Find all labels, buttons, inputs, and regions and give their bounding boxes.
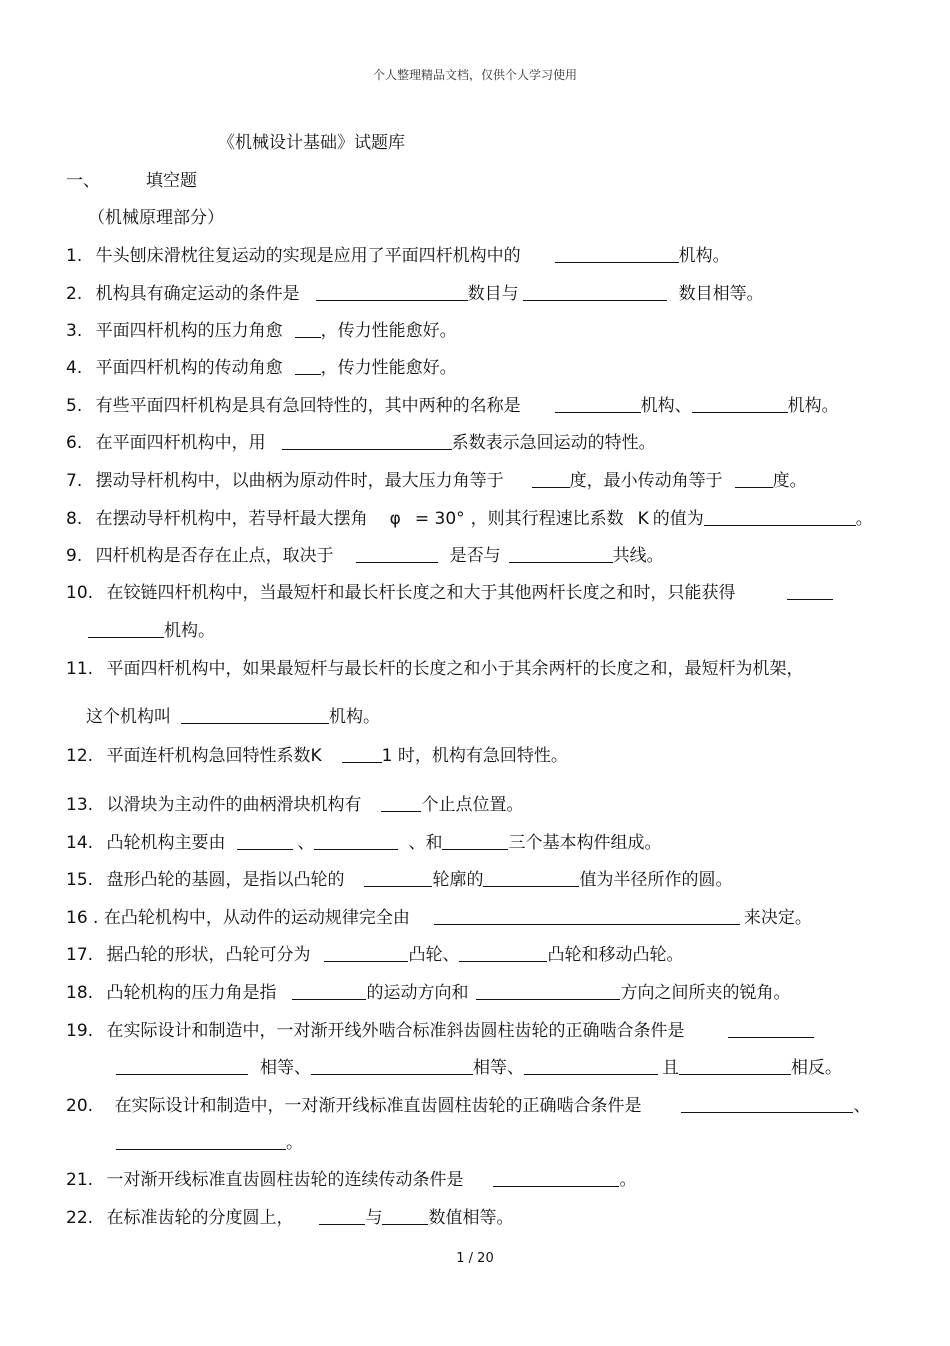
- question-21: [66, 1165, 636, 1190]
- question-13: [66, 790, 523, 815]
- question-text: 凸轮和移动凸轮。: [547, 945, 684, 965]
- answer-blank[interactable]: [524, 1058, 658, 1075]
- question-14: [66, 828, 661, 853]
- question-12: [66, 741, 568, 766]
- answer-blank[interactable]: [555, 396, 641, 413]
- question-4: [66, 353, 457, 378]
- answer-blank[interactable]: [311, 1058, 473, 1075]
- question-text: 机构。: [787, 396, 839, 416]
- question-text: 来决定。: [743, 908, 812, 928]
- question-number: 10.: [66, 583, 94, 603]
- question-7: [66, 466, 807, 491]
- page-number: 1 / 20: [456, 1251, 494, 1266]
- question-text: 平面连杆机构急回特性系数: [106, 746, 311, 766]
- section-heading: [66, 166, 197, 191]
- question-text: 机构。: [678, 246, 730, 266]
- question-text: ，传力性能愈好。: [320, 321, 457, 341]
- question-number: 2.: [66, 284, 83, 304]
- question-text: 有些平面四杆机构是具有急回特性的，其中两种的名称是: [95, 396, 521, 416]
- question-number: 15.: [66, 870, 94, 890]
- question-number: 7.: [66, 471, 83, 491]
- question-text: 机构、: [640, 396, 692, 416]
- answer-blank[interactable]: [314, 833, 398, 850]
- answer-blank[interactable]: [532, 471, 570, 488]
- question-text: 且: [662, 1058, 679, 1078]
- question-19: [66, 1016, 814, 1041]
- answer-blank[interactable]: [692, 396, 788, 413]
- question-number: 20.: [66, 1096, 94, 1116]
- question-text: 相等、: [473, 1058, 524, 1078]
- question-text: 一对渐开线标准直齿圆柱齿轮的连续传动条件是: [106, 1170, 464, 1190]
- question-text: 度，最小传动角等于: [569, 471, 723, 491]
- question-text: 与: [365, 1208, 383, 1228]
- question-text: 的运动方向和: [366, 983, 469, 1003]
- section-label: 填空题: [146, 171, 197, 191]
- answer-blank[interactable]: [237, 833, 293, 850]
- question-number: 3.: [66, 321, 83, 341]
- answer-blank[interactable]: [295, 358, 321, 375]
- question-6: [66, 428, 656, 453]
- question-text: 平面四杆机构的传动角愈: [95, 358, 283, 378]
- answer-blank[interactable]: [316, 284, 468, 301]
- question-19-continued: [116, 1053, 842, 1078]
- question-number: 5.: [66, 396, 83, 416]
- answer-blank[interactable]: [704, 509, 856, 526]
- answer-blank[interactable]: [116, 1058, 248, 1075]
- question-20: [66, 1091, 870, 1116]
- answer-blank[interactable]: [555, 246, 679, 263]
- answer-blank[interactable]: [88, 621, 164, 638]
- question-text: 、: [297, 833, 315, 853]
- question-text: 相反。: [791, 1058, 842, 1078]
- question-2: [66, 279, 764, 304]
- question-number: 13.: [66, 795, 94, 815]
- question-text: 四杆机构是否存在止点，取决于: [95, 546, 334, 566]
- question-15: [66, 865, 732, 890]
- answer-blank[interactable]: [295, 321, 321, 338]
- question-11-continued: [86, 702, 380, 727]
- answer-blank[interactable]: [476, 983, 620, 1000]
- subsection-heading: （机械原理部分）: [88, 208, 224, 228]
- answer-blank[interactable]: [483, 870, 579, 887]
- question-text: 凸轮、: [408, 945, 460, 965]
- answer-blank[interactable]: [735, 471, 773, 488]
- question-10: [66, 578, 833, 603]
- question-number: 21.: [66, 1170, 94, 1190]
- answer-blank[interactable]: [382, 1208, 428, 1225]
- question-text: 在标准齿轮的分度圆上，: [106, 1208, 294, 1228]
- question-1: [66, 241, 730, 266]
- question-number: 4.: [66, 358, 83, 378]
- question-text: 数目与: [467, 284, 519, 304]
- question-text: 1 时，机构有急回特性。: [381, 746, 568, 766]
- question-text: 以滑块为主动件的曲柄滑块机构有: [106, 795, 362, 815]
- answer-blank[interactable]: [324, 945, 408, 962]
- question-22: [66, 1203, 513, 1228]
- question-text: 凸轮机构主要由: [106, 833, 226, 853]
- question-number: 9.: [66, 546, 83, 566]
- phi-symbol: φ: [389, 509, 401, 529]
- question-text: 在铰链四杆机构中，当最短杆和最长杆长度之和大于其他两杆长度之和时，只能获得: [106, 583, 736, 603]
- answer-blank[interactable]: [181, 707, 329, 724]
- answer-blank[interactable]: [523, 284, 667, 301]
- question-text: 轮廓的: [432, 870, 484, 890]
- question-text: ，则其行程速比系数: [470, 509, 624, 529]
- question-3: [66, 316, 457, 341]
- question-text: 相等、: [260, 1058, 311, 1078]
- question-text: 共线。: [612, 546, 664, 566]
- section-number: 一、: [66, 171, 100, 191]
- question-text: 。: [286, 1133, 303, 1153]
- question-text: 在实际设计和制造中，一对渐开线外啮合标准斜齿圆柱齿轮的正确啮合条件是: [106, 1021, 685, 1041]
- question-text: 系数表示急回运动的特性。: [451, 433, 656, 453]
- answer-blank[interactable]: [509, 546, 613, 563]
- question-text: 据凸轮的形状，凸轮可分为: [106, 945, 311, 965]
- answer-blank[interactable]: [493, 1170, 619, 1187]
- question-text: 盘形凸轮的基圆，是指以凸轮的: [106, 870, 345, 890]
- angle-value: = 30°: [414, 509, 465, 529]
- question-text: 机构具有确定运动的条件是: [95, 284, 300, 304]
- question-text: 三个基本构件组成。: [508, 833, 662, 853]
- question-5: [66, 391, 839, 416]
- question-18: [66, 978, 790, 1003]
- k-symbol: K: [637, 509, 649, 529]
- question-text: ，传力性能愈好。: [320, 358, 457, 378]
- question-text: 方向之间所夹的锐角。: [620, 983, 791, 1003]
- answer-blank[interactable]: [116, 1133, 286, 1150]
- question-text: 平面四杆机构中，如果最短杆与最长杆的长度之和小于其余两杆的长度之和，最短杆为机架，: [106, 659, 804, 679]
- question-9: [66, 541, 664, 566]
- question-text: 的值为: [652, 509, 704, 529]
- question-17: [66, 940, 683, 965]
- question-text: 机构。: [329, 707, 380, 727]
- answer-blank[interactable]: [356, 546, 438, 563]
- answer-blank[interactable]: [292, 983, 366, 1000]
- question-text: 摆动导杆机构中，以曲柄为原动件时，最大压力角等于: [95, 471, 504, 491]
- question-11: [66, 654, 803, 679]
- question-text: 在凸轮机构中，从动件的运动规律完全由: [103, 908, 410, 928]
- question-number: 12.: [66, 746, 94, 766]
- question-number: 17.: [66, 945, 94, 965]
- question-text: 、和: [408, 833, 443, 853]
- question-number: 6.: [66, 433, 83, 453]
- answer-blank[interactable]: [342, 746, 382, 763]
- question-text: 凸轮机构的压力角是指: [106, 983, 277, 1003]
- question-20-continued: [116, 1128, 303, 1153]
- question-number: 11.: [66, 659, 94, 679]
- answer-blank[interactable]: [282, 433, 452, 450]
- question-text: 在摆动导杆机构中，若导杆最大摆角: [95, 509, 368, 529]
- question-number: 19.: [66, 1021, 94, 1041]
- question-text: 是否与: [449, 546, 501, 566]
- document-title: 《机械设计基础》试题库: [218, 133, 405, 153]
- answer-blank[interactable]: [381, 795, 421, 812]
- question-text: 机构。: [164, 621, 215, 641]
- answer-blank[interactable]: [319, 1208, 365, 1225]
- answer-blank[interactable]: [442, 833, 508, 850]
- question-text: 。: [855, 509, 873, 529]
- question-text: 在平面四杆机构中，用: [95, 433, 266, 453]
- question-text: 平面四杆机构的压力角愈: [95, 321, 283, 341]
- question-text: 、: [853, 1096, 871, 1116]
- answer-blank[interactable]: [728, 1021, 814, 1038]
- question-number: 22.: [66, 1208, 94, 1228]
- question-10-continued: [88, 616, 215, 641]
- question-number: 16 .: [66, 908, 99, 928]
- question-text: 数值相等。: [428, 1208, 514, 1228]
- page-header: 个人整理精品文档，仅供个人学习使用: [372, 68, 577, 82]
- question-16: [66, 903, 812, 928]
- answer-blank[interactable]: [681, 1096, 853, 1113]
- question-text: 值为半径所作的圆。: [579, 870, 733, 890]
- question-text: 这个机构叫: [86, 707, 171, 727]
- answer-blank[interactable]: [787, 583, 833, 600]
- question-text: 在实际设计和制造中，一对渐开线标准直齿圆柱齿轮的正确啮合条件是: [114, 1096, 642, 1116]
- answer-blank[interactable]: [459, 945, 547, 962]
- question-number: 14.: [66, 833, 94, 853]
- question-text: 牛头刨床滑枕往复运动的实现是应用了平面四杆机构中的: [95, 246, 521, 266]
- question-text: 。: [619, 1170, 637, 1190]
- answer-blank[interactable]: [434, 908, 740, 925]
- question-text: 数目相等。: [678, 284, 764, 304]
- question-number: 1.: [66, 246, 83, 266]
- k-symbol: K: [310, 746, 322, 766]
- question-text: 度。: [772, 471, 807, 491]
- answer-blank[interactable]: [364, 870, 432, 887]
- question-8: [66, 504, 873, 529]
- question-number: 18.: [66, 983, 94, 1003]
- question-text: 个止点位置。: [421, 795, 524, 815]
- answer-blank[interactable]: [679, 1058, 791, 1075]
- question-number: 8.: [66, 509, 83, 529]
